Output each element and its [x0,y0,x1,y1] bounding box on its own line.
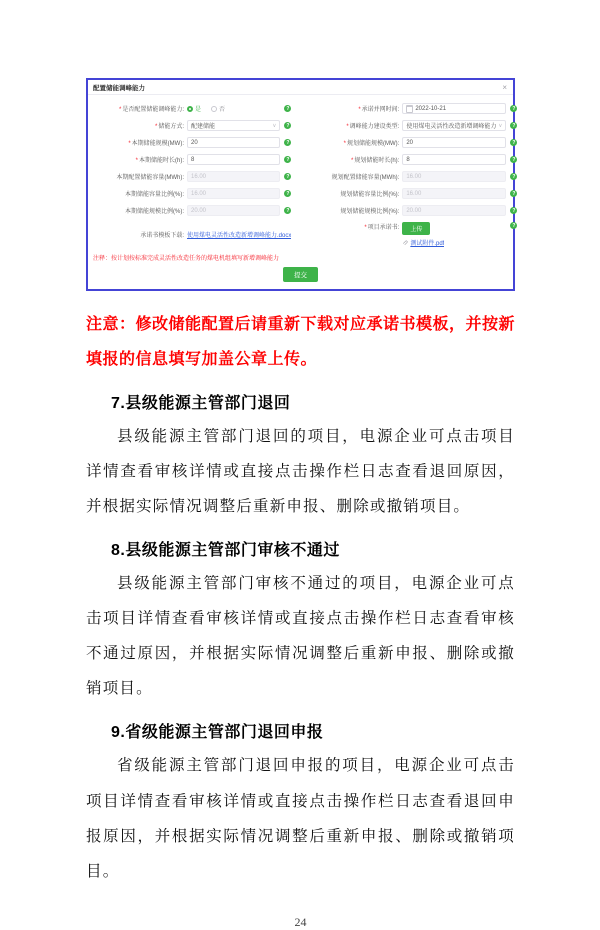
radio-dot-icon [187,106,193,112]
field-cur-scale [92,137,291,148]
help-icon[interactable]: ? [286,139,290,146]
chevron-down-icon: ∨ [272,122,277,129]
field-label: *储能方式: [154,124,184,130]
required-mark: * [350,158,354,164]
calendar-icon [406,105,413,113]
submit-button[interactable]: 提交 [283,267,318,282]
connect-time-input[interactable] [402,103,506,114]
field-label: 本期储能容量比例(%): [125,192,184,198]
upload-cell [402,222,506,247]
radio-dot-icon [211,106,217,112]
required-mark: * [343,141,347,147]
help-icon[interactable]: ? [512,222,516,229]
plan-capacity-input [402,171,506,182]
field-label: *本期储能规模(MW): [128,141,184,147]
plan-scale-input[interactable] [402,137,506,148]
field-plan-capacity [307,171,517,182]
field-value: 8 [191,156,195,163]
field-value: 20.00 [406,207,422,214]
required-mark: * [128,141,131,147]
required-mark: * [154,124,158,130]
required-mark: * [346,124,349,130]
uploaded-file-link[interactable]: 测试附件.pdf [410,241,445,247]
section-body: 县级能源主管部门审核不通过的项目，电源企业可点击项目详情查看审核详情或直接点击操作栏日志查看审核不通过原因，并根据实际情况调整后重新申报、删除或撤销项目。 [86,575,515,698]
paperclip-icon [402,240,408,246]
help-icon[interactable]: ? [286,105,290,112]
plan-scale-ratio-input [402,205,506,216]
field-storage-mode [92,120,291,131]
field-has-storage [92,103,291,114]
field-label: 本期配置储能容量(MWh): [116,175,184,181]
required-mark: * [358,107,361,113]
field-value: 8 [406,156,410,163]
dialog-header [88,80,513,95]
field-commitment-upload [307,222,517,247]
field-label: *承诺并网时间: [358,107,400,113]
field-value: 16.00 [406,173,422,180]
attachment-row [402,238,506,247]
field-template-download [92,222,291,247]
submit-row [88,262,513,289]
field-value: 20.00 [191,207,207,214]
build-type-select[interactable] [402,120,506,131]
field-value: 16.00 [406,190,422,197]
help-icon[interactable]: ? [286,122,290,129]
storage-config-form [88,95,516,247]
field-plan-cap-ratio [307,188,517,199]
field-cur-hours [92,154,291,165]
dialog-title: 配置储能调峰能力 [93,85,145,92]
page-number: 24 [294,914,307,929]
field-cur-scale-ratio [92,205,291,216]
field-label: 本期储能规模比例(%): [125,209,184,215]
field-build-type [307,120,517,131]
section-body: 省级能源主管部门退回申报的项目，电源企业可点击项目详情查看审核详情或直接点击操作栏日志查看退回申报原因，并根据实际情况调整后重新申报、删除或撤销项目。 [86,757,515,880]
field-label: 承诺书模板下载: [140,233,184,239]
red-notice-text: 注意：修改储能配置后请重新下载对应承诺书模板，并按新填报的信息填写加盖公章上传。 [86,316,516,369]
section-9 [86,719,515,888]
required-mark: * [135,158,138,164]
plan-cap-ratio-input [402,188,506,199]
help-icon[interactable]: ? [286,207,290,214]
field-cur-capacity [92,171,291,182]
field-plan-scale [307,137,517,148]
upload-button[interactable]: 上传 [402,222,430,235]
plan-hours-input[interactable] [402,154,506,165]
field-value: 20 [191,139,198,146]
required-mark: * [118,107,122,113]
help-icon[interactable]: ? [512,122,516,129]
radio-yes-label: 是 [195,107,202,113]
has-storage-radio-group [187,104,280,113]
template-download-link[interactable]: 使用煤电灵活性改造新增调峰能力.docx [187,233,292,239]
cur-capacity-input [187,171,280,182]
storage-config-dialog [86,78,515,291]
radio-no-label: 否 [219,107,226,113]
chevron-down-icon: ∨ [498,122,503,129]
field-label: *规划储能时长(h): [350,158,400,164]
field-cur-cap-ratio [92,188,291,199]
field-value: 2022-10-21 [415,105,447,112]
section-8 [86,537,515,706]
section-heading: 7.县级能源主管部门退回 [111,395,291,413]
help-icon[interactable]: ? [286,173,290,180]
cur-scale-ratio-input [187,205,280,216]
field-label: *本期储能时长(h): [135,158,184,164]
radio-yes[interactable] [187,104,201,113]
help-icon[interactable]: ? [512,139,516,146]
section-body: 县级能源主管部门退回的项目，电源企业可点击项目详情查看审核详情或直接点击操作栏日志查看退回原因，并根据实际情况调整后重新申报、删除或撤销项目。 [86,428,515,516]
field-label: 规划储能规模比例(%): [340,209,400,215]
field-label: *规划储能规模(MW): [343,141,400,147]
help-icon[interactable]: ? [512,105,516,112]
radio-no[interactable] [211,104,225,113]
cur-scale-input[interactable] [187,137,280,148]
help-icon[interactable]: ? [286,156,290,163]
field-value: 20 [406,139,414,146]
field-connect-time [307,103,517,114]
field-value: 16.00 [191,173,207,180]
field-plan-scale-ratio [307,205,517,216]
field-value: 配建储能 [191,124,216,130]
help-icon[interactable]: ? [512,173,516,180]
field-label: 规划储能容量比例(%): [340,192,400,198]
help-icon[interactable]: ? [286,190,290,197]
field-label: *是否配置储能调峰能力: [118,107,184,113]
field-label: *调峰能力建设类型: [346,124,400,130]
close-icon[interactable]: × [502,82,507,92]
section-heading: 9.省级能源主管部门退回申报 [111,724,324,742]
section-heading: 8.县级能源主管部门审核不通过 [111,542,340,560]
field-value: 16.00 [191,190,207,197]
help-icon[interactable]: ? [512,207,516,214]
field-label: 规划配置储能容量(MWh): [331,175,400,181]
field-value: 使用煤电灵活性改造新增调峰能力 [406,124,497,130]
dialog-note: 注释：按计划按标准完成灵活性改造任务的煤电机组填写新增调峰能力 [93,256,280,262]
help-icon[interactable]: ? [512,156,516,163]
help-icon[interactable]: ? [512,190,516,197]
cur-hours-input[interactable] [187,154,280,165]
field-plan-hours [307,154,517,165]
required-mark: * [364,225,367,231]
storage-mode-select[interactable] [187,120,280,131]
field-label: *项目承诺书: [364,225,400,231]
section-7 [86,390,515,524]
cur-cap-ratio-input [187,188,280,199]
